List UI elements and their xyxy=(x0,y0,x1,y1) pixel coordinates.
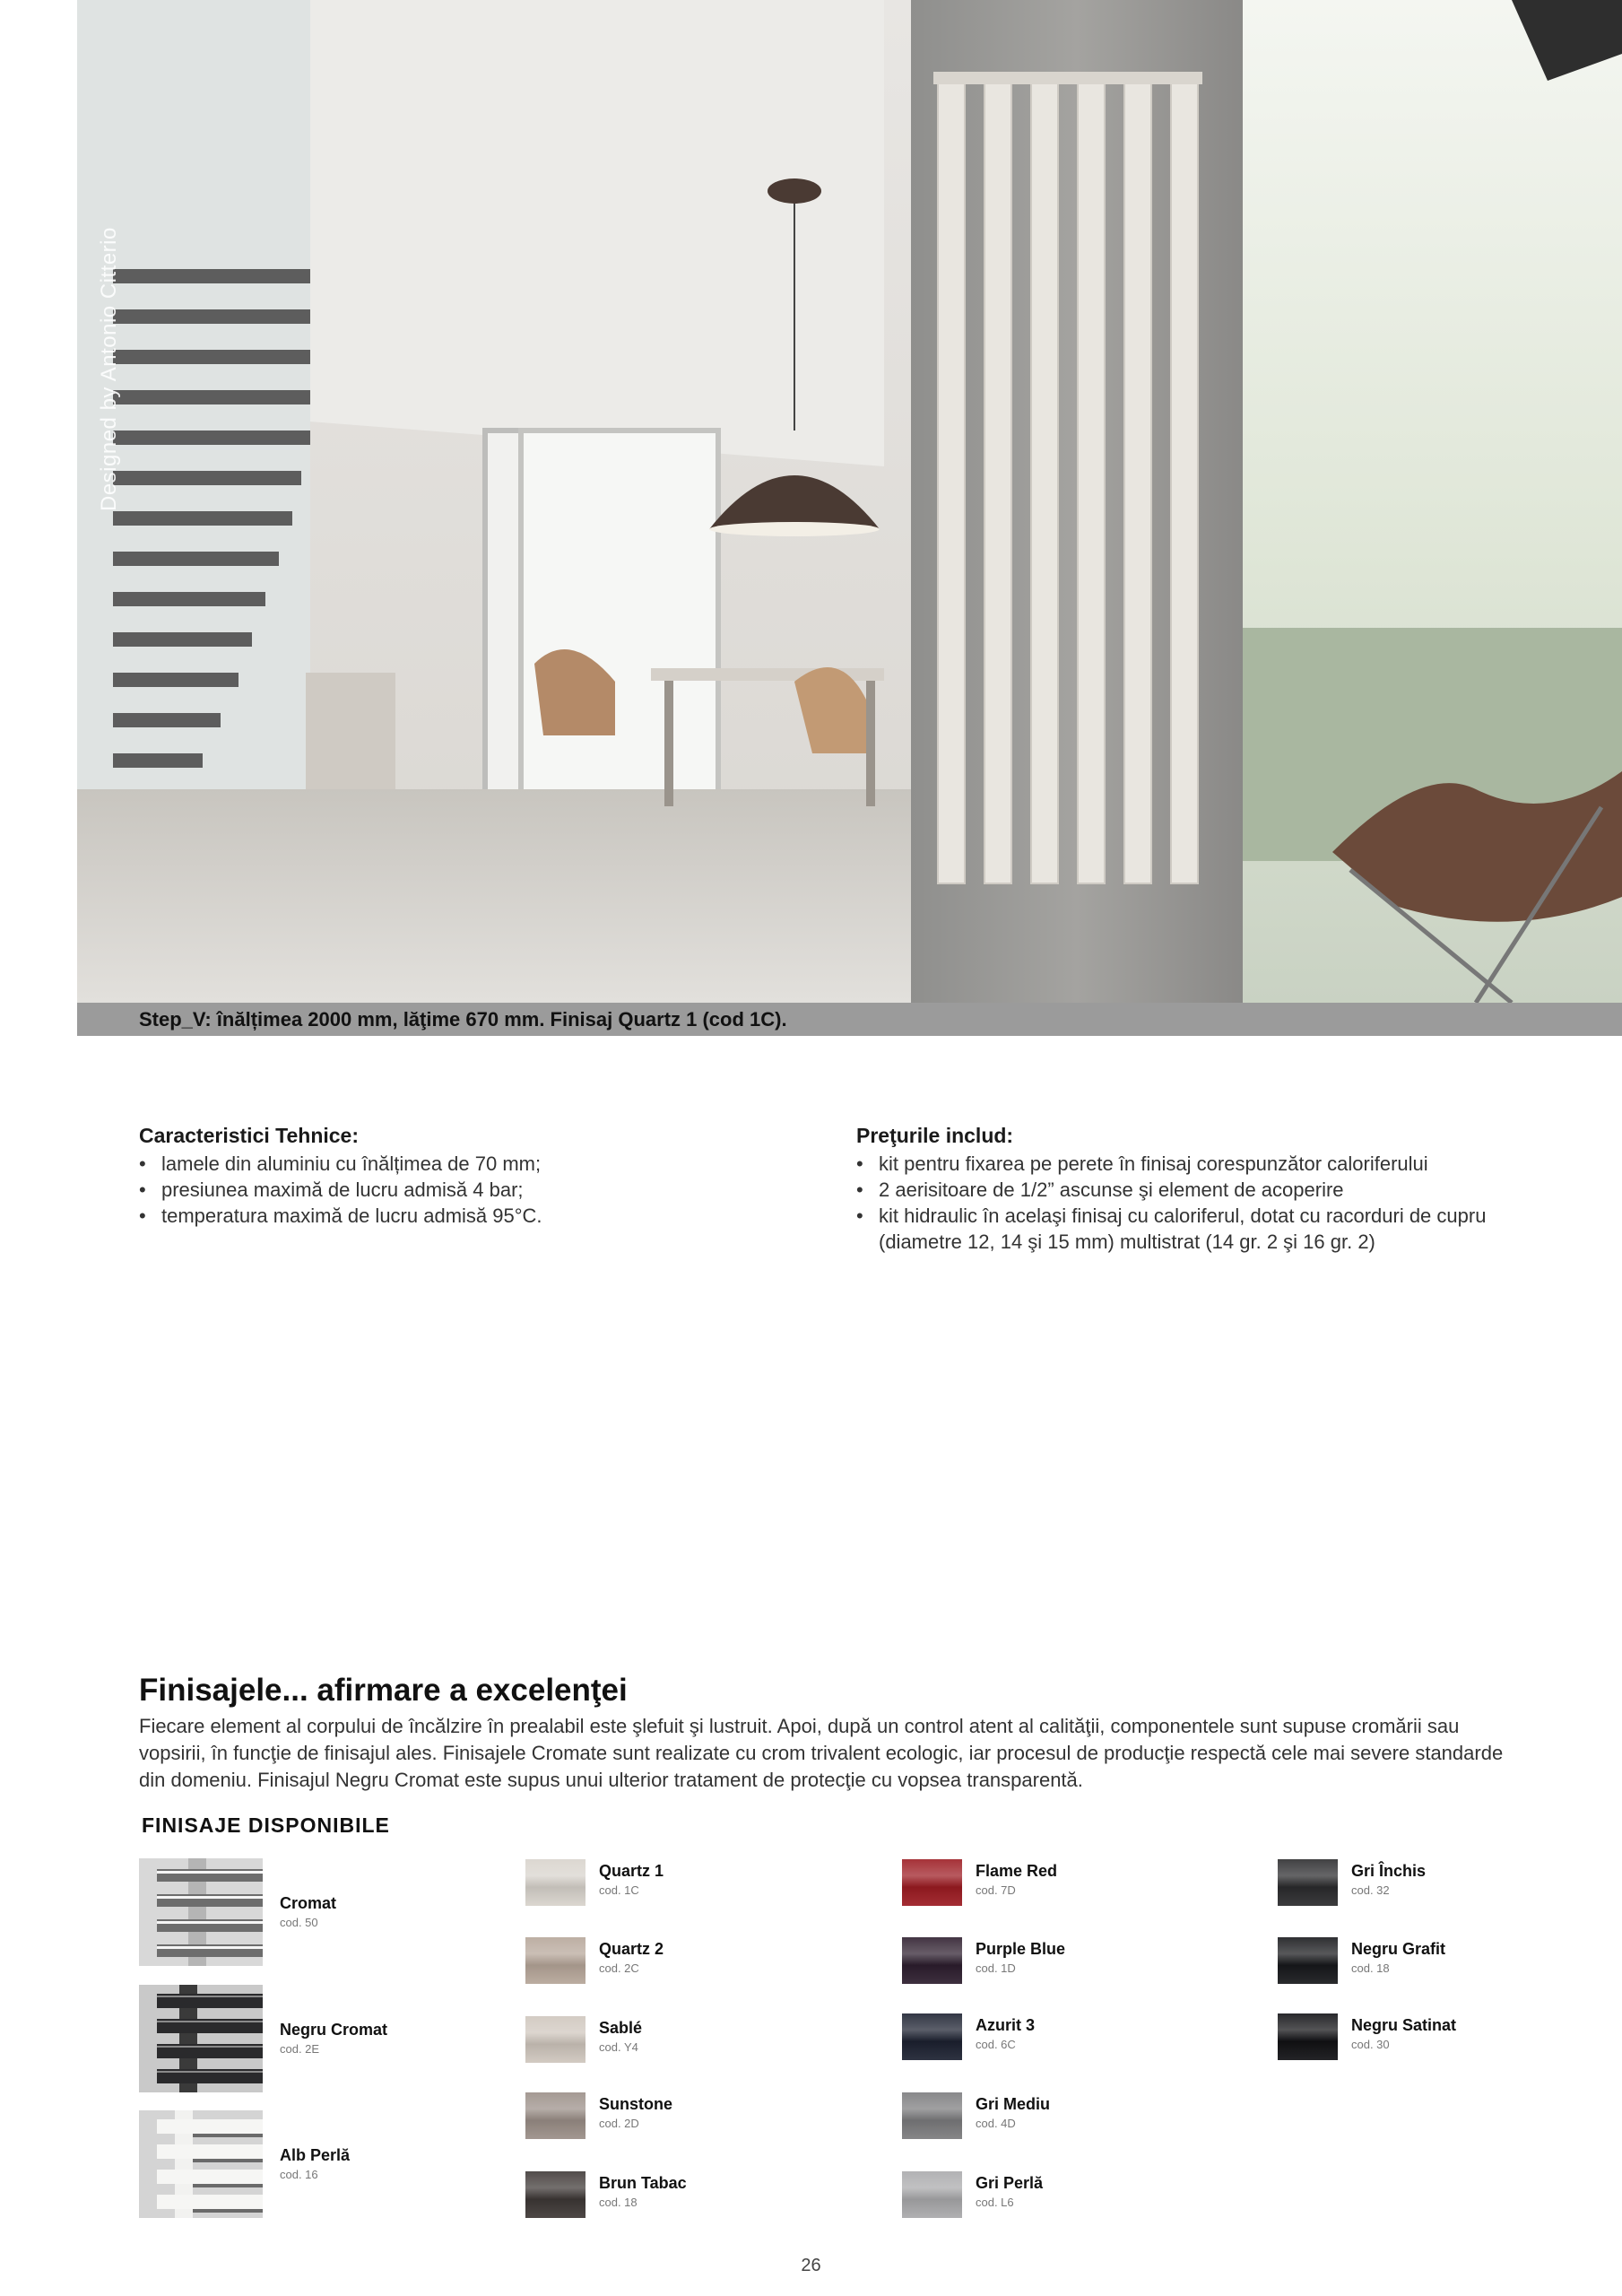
technical-specs xyxy=(139,1123,713,1229)
finish-code: cod. Y4 xyxy=(599,2040,638,2054)
finish-label xyxy=(1351,1862,1426,1897)
finish-code: cod. 2D xyxy=(599,2117,639,2130)
finish-code: cod. 7D xyxy=(976,1883,1016,1897)
finish-code: cod. 32 xyxy=(1351,1883,1390,1897)
finish-code: cod. 1C xyxy=(599,1883,639,1897)
prices-title: Preţurile includ: xyxy=(856,1124,1014,1147)
color-swatch xyxy=(1278,1937,1338,1984)
color-swatch xyxy=(902,2092,962,2139)
finish-name: Negru Satinat xyxy=(1351,2016,1457,2034)
prices-include xyxy=(856,1123,1524,1255)
finish-name: Flame Red xyxy=(976,1862,1058,1880)
finish-code: cod. L6 xyxy=(976,2196,1014,2209)
finish-name: Azurit 3 xyxy=(976,2016,1036,2034)
finish-name: Sablé xyxy=(599,2019,643,2037)
finish-label xyxy=(599,2019,642,2054)
color-swatch xyxy=(902,1859,962,1906)
finish-name: Gri Perlă xyxy=(976,2174,1044,2192)
alb-perla-sample xyxy=(139,2110,263,2218)
finish-label xyxy=(599,2095,672,2130)
finish-label xyxy=(976,2174,1043,2209)
finish-label xyxy=(976,1940,1065,1975)
finish-name: Quartz 1 xyxy=(599,1862,664,1880)
finishes-description: Fiecare element al corpului de încălzire în prealabil este şlefuit şi lustruit. Apoi, după un control atent al calităţii, componentele sunt supuse cromării sau vopsirii, în funcţie de finisajul ales. Finisajele Cromate sunt realizate cu crom trivalent ecologic, iar procesul de producţie respectă cele mai severe standarde din domeniu. Finisajul Negru Cromat este supus unui ulterior tratament de protecţie cu vopsea transparentă. xyxy=(139,1715,1504,1791)
hero-photo xyxy=(77,0,1622,1003)
finish-code: cod. 1D xyxy=(976,1961,1016,1975)
list-item: • 2 aerisitoare de 1/2” ascunse şi element de acoperire xyxy=(856,1177,1524,1203)
cromat-sample xyxy=(139,1858,263,1966)
finish-code: cod. 2E xyxy=(280,2042,320,2056)
designer-credit: Designed by Antonio Citterio xyxy=(97,227,121,511)
finish-code: cod. 6C xyxy=(976,2038,1016,2051)
finish-name: Negru Cromat xyxy=(280,2021,388,2039)
finish-label xyxy=(976,1862,1057,1897)
finish-label xyxy=(599,2174,687,2209)
color-swatch xyxy=(1278,2013,1338,2060)
finish-code: cod. 4D xyxy=(976,2117,1016,2130)
finish-label xyxy=(280,1894,336,1929)
specs-title: Caracteristici Tehnice: xyxy=(139,1124,360,1147)
prices-list xyxy=(856,1151,1524,1255)
page-number: 26 xyxy=(801,2256,821,2275)
list-item: • lamele din aluminiu cu înălțimea de 70 mm; xyxy=(139,1151,713,1177)
finish-code: cod. 16 xyxy=(280,2168,318,2181)
finish-name: Gri Mediu xyxy=(976,2095,1051,2113)
available-finishes-label: FINISAJE DISPONIBILE xyxy=(142,1813,390,1837)
interior-illustration xyxy=(77,0,1622,1003)
color-swatch xyxy=(525,2171,585,2218)
white-radiator-icon xyxy=(139,2110,263,2218)
finish-label xyxy=(976,2095,1050,2130)
black-chrome-radiator-icon xyxy=(139,1985,263,2092)
finish-label xyxy=(976,2016,1035,2051)
finish-name: Gri Închis xyxy=(1351,1862,1427,1880)
list-item: • presiunea maximă de lucru admisă 4 bar; xyxy=(139,1177,713,1203)
finish-code: cod. 18 xyxy=(1351,1961,1390,1975)
finish-code: cod. 50 xyxy=(280,1916,318,1929)
finish-name: Brun Tabac xyxy=(599,2174,687,2192)
color-swatch xyxy=(525,1937,585,1984)
color-swatch xyxy=(1278,1859,1338,1906)
finish-code: cod. 30 xyxy=(1351,2038,1390,2051)
finish-code: cod. 18 xyxy=(599,2196,638,2209)
color-swatch xyxy=(525,1859,585,1906)
finish-label xyxy=(599,1862,664,1897)
finish-label xyxy=(1351,2016,1456,2051)
finishes-heading: Finisajele... afirmare a excelenţei xyxy=(139,1673,628,1708)
negru-cromat-sample xyxy=(139,1985,263,2092)
list-item: • temperatura maximă de lucru admisă 95°C. xyxy=(139,1203,713,1229)
finish-name: Sunstone xyxy=(599,2095,673,2113)
finish-code: cod. 2C xyxy=(599,1961,639,1975)
chrome-radiator-icon xyxy=(139,1858,263,1966)
finish-name: Purple Blue xyxy=(976,1940,1066,1958)
finish-label xyxy=(599,1940,664,1975)
finish-name: Negru Grafit xyxy=(1351,1940,1446,1958)
finish-label xyxy=(1351,1940,1445,1975)
finish-name: Cromat xyxy=(280,1894,337,1912)
list-item: • kit pentru fixarea pe perete în finisaj corespunzător caloriferului xyxy=(856,1151,1524,1177)
finish-label xyxy=(280,2021,387,2056)
photo-caption: Step_V: înălțimea 2000 mm, lăţime 670 mm. Finisaj Quartz 1 (cod 1C). xyxy=(139,1008,787,1031)
color-swatch xyxy=(525,2016,585,2063)
color-swatch xyxy=(902,2013,962,2060)
color-swatch xyxy=(902,1937,962,1984)
list-item: • kit hidraulic în acelaşi finisaj cu caloriferul, dotat cu racorduri de cupru (diametre 12, 14 şi 15 mm) multistrat (14 gr. 2 şi 16 gr. 2) xyxy=(856,1203,1524,1255)
finish-name: Alb Perlă xyxy=(280,2146,351,2164)
color-swatch xyxy=(525,2092,585,2139)
specs-list xyxy=(139,1151,713,1229)
finish-label xyxy=(280,2146,350,2181)
color-swatch xyxy=(902,2171,962,2218)
finish-name: Quartz 2 xyxy=(599,1940,664,1958)
